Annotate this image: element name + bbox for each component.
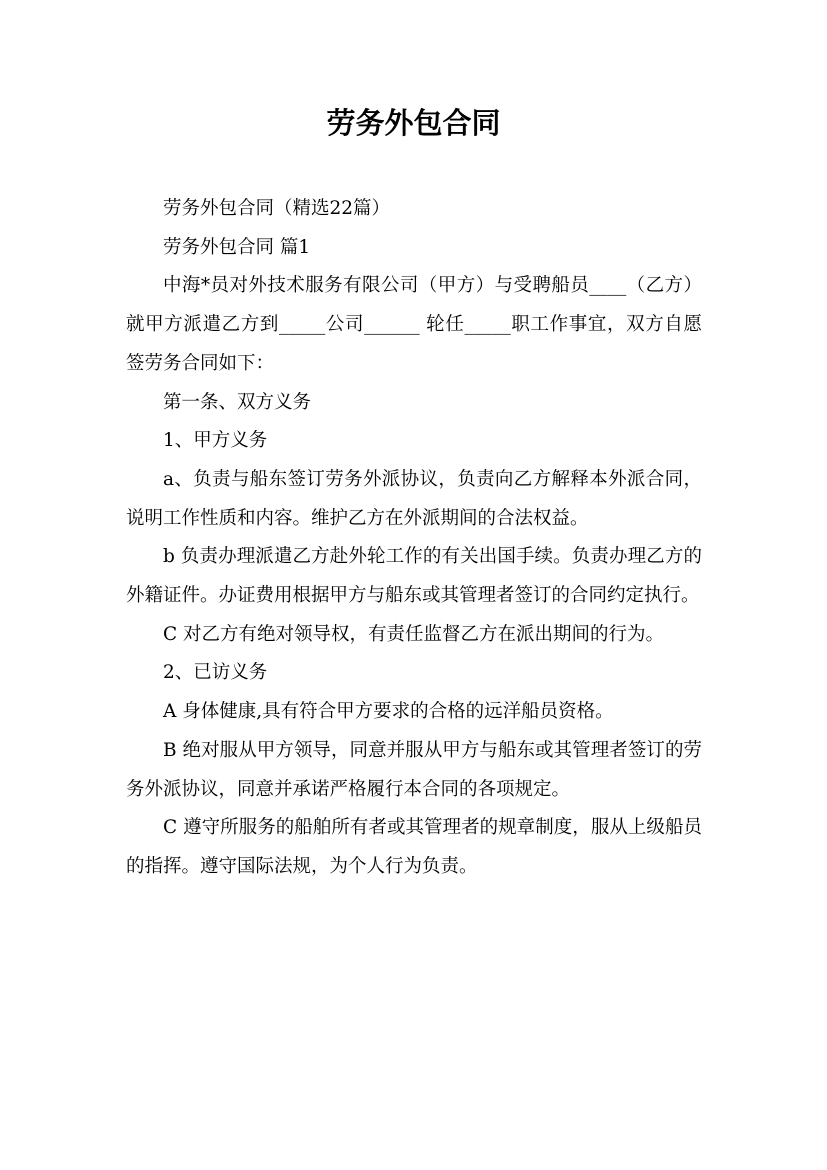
paragraph: 劳务外包合同 篇1 [163,236,311,258]
paragraph: 中海*员对外技术服务有限公司（甲方）与受聘船员____（乙方）就甲方派遣乙方到_____公司______ 轮任_____职工作事宜，双方自愿签劳务合同如下： [126,275,702,374]
paragraph: B 绝对服从甲方领导，同意并服从甲方与船东或其管理者签订的劳务外派协议，同意并承诺严格履行本合同的各项规定。 [126,739,702,800]
paragraph: C 遵守所服务的船舶所有者或其管理者的规章制度，服从上级船员的指挥。遵守国际法规，为个人行为负责。 [126,817,702,877]
paragraph: b 负责办理派遣乙方赴外轮工作的有关出国手续。负责办理乙方的外籍证件。办证费用根据甲方与船东或其管理者签订的合同约定执行。 [126,546,702,607]
paragraph: 劳务外包合同（精选22篇） [163,198,391,219]
paragraph: 1、甲方义务 [163,430,268,452]
document-title: 劳务外包合同 [326,106,501,140]
paragraph: C 对乙方有绝对领导权，有责任监督乙方在派出期间的行为。 [163,623,665,645]
paragraph: A 身体健康,具有符合甲方要求的合格的远洋船员资格。 [163,701,614,723]
document-body [126,190,702,887]
paragraph: a、负责与船东签订劳务外派协议，负责向乙方解释本外派合同，说明工作性质和内容。维护乙方在外派期间的合法权益。 [126,468,702,529]
paragraph: 2、已访义务 [163,662,268,684]
paragraph: 第一条、双方义务 [163,391,312,413]
